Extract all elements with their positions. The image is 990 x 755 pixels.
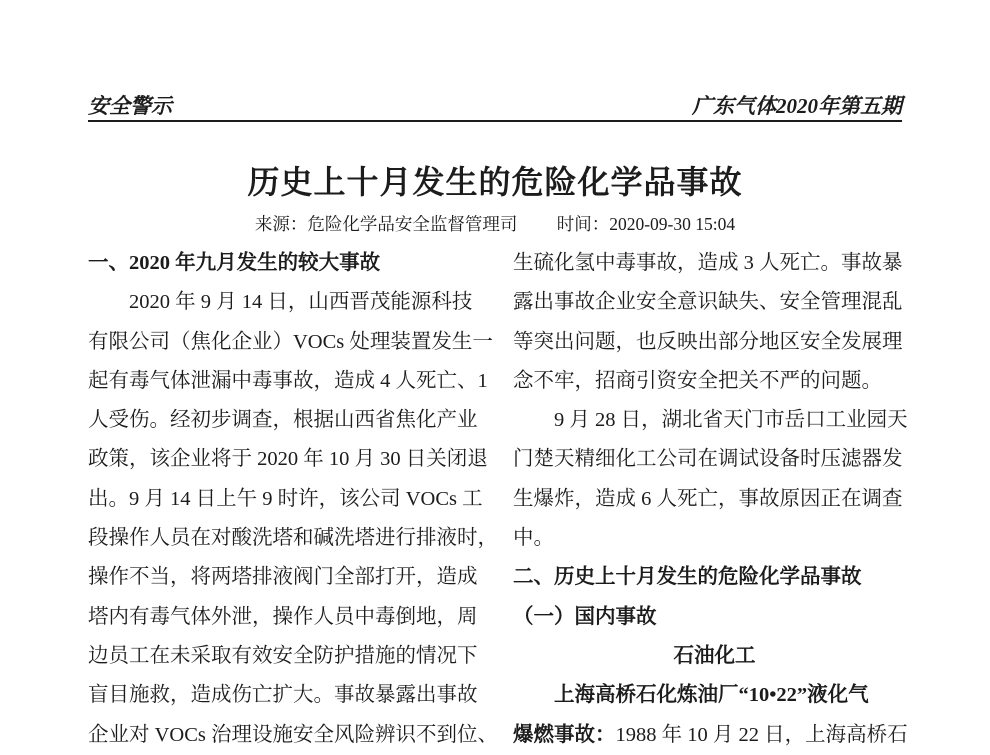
text-run: 门楚天精细化工公司在调试设备时压滤器发 bbox=[513, 448, 903, 471]
article-body bbox=[88, 244, 916, 755]
text-run: 边员工在未采取有效安全防护措施的情况下 bbox=[88, 644, 478, 667]
text-line bbox=[513, 283, 916, 322]
text-line bbox=[513, 323, 916, 362]
text-run: 念不牢，招商引资安全把关不严的问题。 bbox=[513, 369, 882, 392]
text-line bbox=[513, 401, 916, 440]
header-left-text: 安全警示 bbox=[88, 94, 172, 118]
text-run-bold: （一）国内事故 bbox=[513, 605, 657, 628]
article-meta bbox=[0, 211, 990, 236]
text-line bbox=[88, 401, 491, 440]
text-line bbox=[88, 440, 491, 479]
text-line bbox=[88, 716, 499, 755]
text-run: 生硫化氢中毒事故，造成 3 人死亡。事故暴 bbox=[513, 252, 903, 274]
meta-source: 来源：危险化学品安全监督管理司 bbox=[254, 214, 518, 234]
text-run: 企业对 VOCs 治理设施安全风险辨识不到位、 bbox=[88, 723, 499, 746]
text-run: 起有毒气体泄漏中毒事故，造成 4 人死亡、1 bbox=[88, 369, 488, 392]
text-line bbox=[88, 558, 491, 597]
text-line bbox=[513, 519, 916, 558]
text-run-bold: 二、历史上十月发生的危险化学品事故 bbox=[513, 566, 862, 589]
text-run: 政策，该企业将于 2020 年 10 月 30 日关闭退 bbox=[88, 448, 488, 471]
text-line bbox=[513, 598, 916, 637]
text-run: 2020 年 9 月 14 日，山西晋茂能源科技 bbox=[129, 291, 473, 314]
text-line bbox=[88, 480, 491, 519]
text-line bbox=[88, 519, 498, 558]
text-run: 露出事故企业安全意识缺失、安全管理混乱 bbox=[513, 291, 903, 314]
text-run: 1988 年 10 月 22 日，上海高桥石 bbox=[615, 723, 908, 746]
text-line bbox=[513, 558, 916, 597]
text-run: 等突出问题，也反映出部分地区安全发展理 bbox=[513, 330, 903, 353]
text-run: 有限公司（焦化企业）VOCs 处理装置发生一 bbox=[88, 330, 493, 353]
text-line bbox=[88, 244, 491, 283]
text-run: 9 月 28 日，湖北省天门市岳口工业园天 bbox=[554, 409, 908, 432]
text-line bbox=[88, 283, 491, 322]
header-right-text: 广东气体2020年第五期 bbox=[692, 94, 902, 118]
meta-time: 时间：2020-09-30 15:04 bbox=[556, 214, 736, 234]
text-run: 段操作人员在对酸洗塔和碱洗塔进行排液时， bbox=[88, 527, 498, 550]
text-line bbox=[88, 598, 491, 637]
text-line bbox=[513, 244, 916, 283]
text-run-bold: 上海高桥石化炼油厂“10•22”液化气 bbox=[554, 684, 869, 707]
text-run: 盲目施救，造成伤亡扩大。事故暴露出事故 bbox=[88, 684, 478, 707]
text-run: 出。9 月 14 日上午 9 时许，该公司 VOCs 工 bbox=[88, 487, 483, 510]
article-title: 历史上十月发生的危险化学品事故 bbox=[247, 164, 743, 200]
page-header bbox=[88, 90, 902, 120]
text-line bbox=[513, 440, 916, 479]
right-column bbox=[513, 244, 916, 755]
text-line bbox=[88, 323, 491, 362]
text-run-bold: 一、2020 年九月发生的较大事故 bbox=[88, 252, 381, 274]
text-run: 人受伤。经初步调查，根据山西省焦化产业 bbox=[88, 409, 478, 432]
text-line bbox=[513, 676, 916, 715]
text-run: 塔内有毒气体外泄，操作人员中毒倒地，周 bbox=[88, 605, 478, 628]
text-run-bold: 爆燃事故： bbox=[513, 723, 616, 746]
text-run-bold: 石油化工 bbox=[673, 644, 756, 667]
text-line bbox=[88, 637, 491, 676]
text-line bbox=[513, 480, 916, 519]
text-line bbox=[513, 637, 916, 676]
text-run: 操作不当，将两塔排液阀门全部打开，造成 bbox=[88, 566, 478, 589]
left-column bbox=[88, 244, 499, 755]
text-line bbox=[513, 716, 916, 755]
text-line bbox=[513, 362, 916, 401]
text-run: 生爆炸，造成 6 人死亡，事故原因正在调查 bbox=[513, 487, 903, 510]
text-line bbox=[88, 676, 491, 715]
header-divider bbox=[88, 120, 902, 122]
text-run: 中。 bbox=[513, 527, 554, 550]
text-line bbox=[88, 362, 491, 401]
